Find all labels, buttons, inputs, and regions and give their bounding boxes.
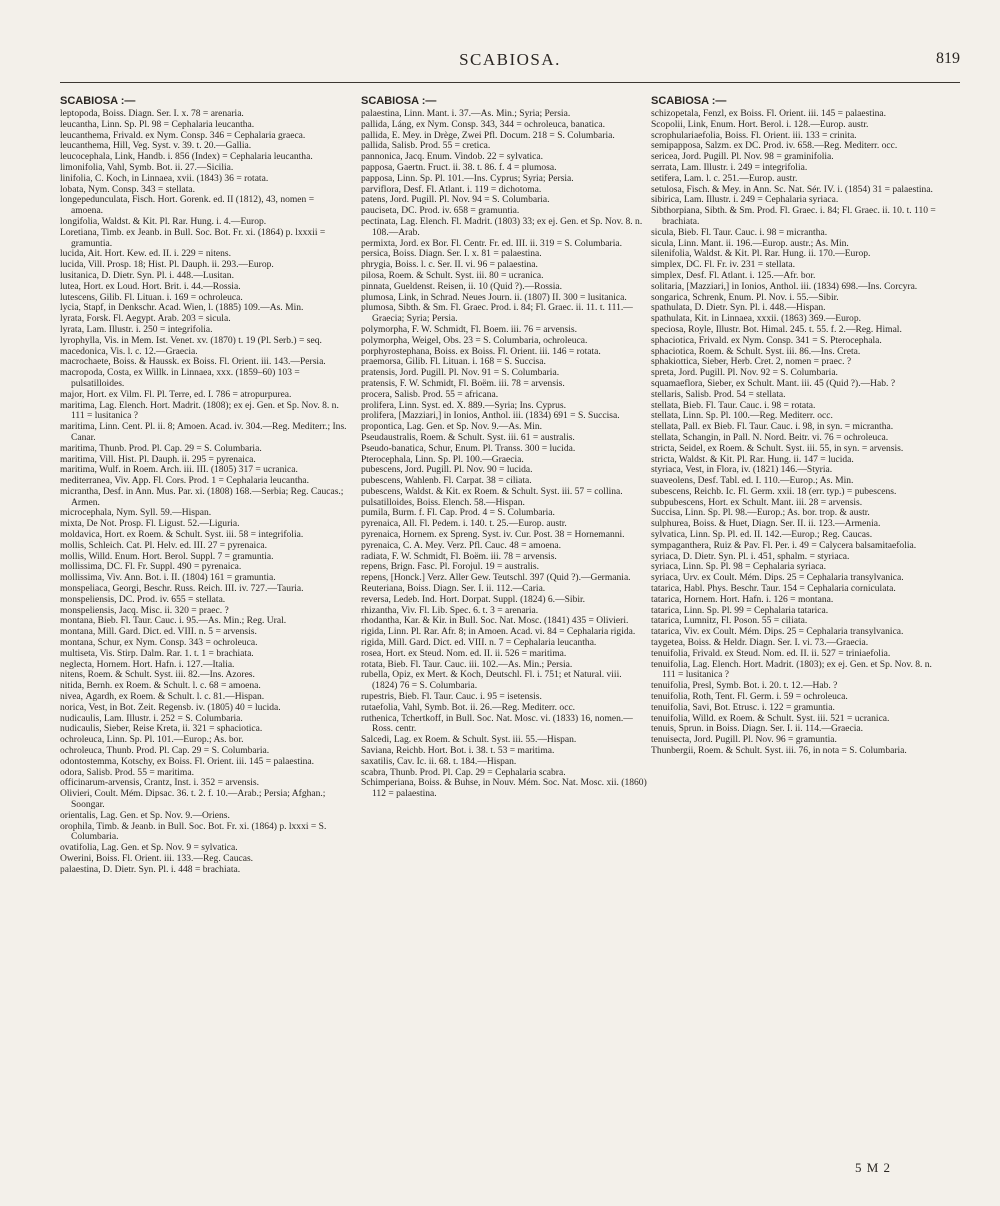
index-entry: maritima, Vill. Hist. Pl. Dauph. ii. 295 = pyrenaica. (60, 453, 256, 465)
index-entry: longifolia, Waldst. & Kit. Pl. Rar. Hung. i. 4.—Europ. (60, 215, 267, 227)
index-entry: songarica, Schrenk, Enum. Pl. Nov. i. 55.—Sibir. (651, 291, 839, 303)
index-entry: orientalis, Lag. Gen. et Sp. Nov. 9.—Oriens. (60, 809, 230, 821)
index-entry: pratensis, Jord. Pugill. Pl. Nov. 91 = S. Columbaria. (361, 367, 560, 379)
index-entry: mollis, Schleich. Cat. Pl. Helv. ed. III. 27 = pyrenaica. (60, 539, 268, 551)
index-entry: sympaganthera, Ruiz & Pav. Fl. Per. i. 49 = Calycera balsamitaefolia. (651, 539, 917, 551)
index-entry: tatarica, Linn. Sp. Pl. 99 = Cephalaria tatarica. (651, 604, 829, 616)
index-entry: nitida, Bernh. ex Roem. & Schult. l. c. 68 = amoena. (60, 680, 261, 692)
index-entry: sylvatica, Linn. Sp. Pl. ed. II. 142.—Europ.; Reg. Caucas. (651, 529, 873, 541)
index-entry: rhodantha, Kar. & Kir. in Bull. Soc. Nat. Mosc. (1841) 435 = Olivieri. (361, 615, 629, 627)
index-entry: lyrata, Forsk. Fl. Aegypt. Arab. 203 = sicula. (60, 313, 231, 325)
index-entry: officinarum-arvensis, Crantz, Inst. i. 352 = arvensis. (60, 777, 260, 789)
index-entry: micrantha, Desf. in Ann. Mus. Par. xi. (1808) 168.—Serbia; Reg. Caucas.; Armen. (60, 485, 344, 508)
index-entry: moldavica, Hort. ex Roem. & Schult. Syst. iii. 58 = integrifolia. (60, 529, 304, 541)
index-entry: mollis, Willd. Enum. Hort. Berol. Suppl. 7 = gramuntia. (60, 550, 274, 562)
index-entry: macrochaete, Boiss. & Haussk. ex Boiss. Fl. Orient. iii. 143.—Persia. (60, 356, 326, 368)
page-number: 819 (936, 50, 960, 67)
index-entry: plumosa, Sibth. & Sm. Fl. Graec. Prod. i. 84; Fl. Graec. ii. 11. t. 111.—Graecia; Syria; Persia. (361, 302, 633, 325)
index-entry: macedonica, Vis. l. c. 12.—Graecia. (60, 345, 198, 357)
index-entry: Pseudaustralis, Roem. & Schult. Syst. iii. 61 = australis. (361, 431, 575, 443)
index-entry: setifera, Lam. l. c. 251.—Europ. austr. (651, 172, 798, 184)
index-entry: lobata, Nym. Consp. 343 = stellata. (60, 183, 196, 195)
index-entry: rosea, Hort. ex Steud. Nom. ed. II. ii. 526 = maritima. (361, 647, 567, 659)
index-entry: syriaca, Urv. ex Coult. Mém. Dips. 25 = Cephalaria transylvanica. (651, 572, 904, 584)
index-entry: Pseudo-banatica, Schur, Enum. Pl. Transs. 300 = lucida. (361, 442, 576, 454)
index-entry: procera, Salisb. Prod. 55 = africana. (361, 388, 499, 400)
index-entry: neglecta, Hornem. Hort. Hafn. i. 127.—Italia. (60, 658, 235, 670)
index-entry: Schimperiana, Boiss. & Buhse, in Nouv. Mém. Soc. Nat. Mosc. xii. (1860) 112 = palaestina. (361, 777, 647, 800)
index-column-3 (651, 95, 939, 757)
index-entry: lucida, Vill. Prosp. 18; Hist. Pl. Dauph. ii. 293.—Europ. (60, 259, 274, 271)
index-entry: montana, Bieb. Fl. Taur. Cauc. i. 95.—As. Min.; Reg. Ural. (60, 615, 287, 627)
index-entry: orophila, Timb. & Jeanb. in Bull. Soc. Bot. Fr. xi. (1864) p. lxxxi = S. Columbaria. (60, 820, 327, 843)
index-entry: pauciseta, DC. Prod. iv. 658 = gramuntia. (361, 205, 520, 217)
index-entry: semipapposa, Salzm. ex DC. Prod. iv. 658.—Reg. Mediterr. occ. (651, 140, 898, 152)
index-entry: mixta, De Not. Prosp. Fl. Ligust. 52.—Liguria. (60, 518, 240, 530)
index-entry: mollissima, DC. Fl. Fr. Suppl. 490 = pyrenaica. (60, 561, 242, 573)
index-entry: pulsatilloides, Boiss. Elench. 58.—Hispan. (361, 496, 525, 508)
index-entry: pectinata, Lag. Elench. Fl. Madrit. (1803) 33; ex ej. Gen. et Sp. Nov. 8. n. 108.—Arab. (361, 215, 643, 238)
index-entry: stellata, Bieb. Fl. Taur. Cauc. i. 98 = rotata. (651, 399, 816, 411)
index-entry: rigida, Mill. Gard. Dict. ed. VIII. n. 7 = Cephalaria leucantha. (361, 637, 597, 649)
index-entry: phrygia, Boiss. l. c. Ser. II. vi. 96 = palaestina. (361, 259, 538, 271)
column-heading: SCABIOSA :— (361, 95, 437, 107)
index-entry: syriaca, D. Dietr. Syn. Pl. i. 451, sphalm. = styriaca. (651, 550, 850, 562)
index-entry: stricta, Waldst. & Kit. Pl. Rar. Hung. ii. 147 = lucida. (651, 453, 854, 465)
index-entry: simplex, Desf. Fl. Atlant. i. 125.—Afr. bor. (651, 269, 816, 281)
column-heading: SCABIOSA :— (60, 95, 136, 107)
index-entry: Reuteriana, Boiss. Diagn. Ser. I. ii. 112.—Caria. (361, 583, 546, 595)
index-entry: persica, Boiss. Diagn. Ser. I. x. 81 = palaestina. (361, 248, 542, 260)
index-entry: spreta, Jord. Pugill. Pl. Nov. 92 = S. Columbaria. (651, 367, 838, 379)
index-entry: syriaca, Linn. Sp. Pl. 98 = Cephalaria syriaca. (651, 561, 827, 573)
index-entry: lycia, Stapf, in Denkschr. Acad. Wien, l. (1885) 109.—As. Min. (60, 302, 304, 314)
index-entry: sphaciotica, Frivald. ex Nym. Consp. 341 = S. Pterocephala. (651, 334, 882, 346)
index-entry: spathulata, D. Dietr. Syn. Pl. i. 448.—Hispan. (651, 302, 826, 314)
index-entry: major, Hort. ex Vilm. Fl. Pl. Terre, ed. I. 786 = atropurpurea. (60, 388, 292, 400)
index-entry: taygetea, Boiss. & Heldr. Diagn. Ser. I. vi. 73.—Graecia. (651, 637, 869, 649)
index-entry: styriaca, Vest, in Flora, iv. (1821) 146.—Styria. (651, 464, 833, 476)
index-entry: palaestina, Linn. Mant. i. 37.—As. Min.; Syria; Persia. (361, 108, 571, 119)
index-entry: Sibthorpiana, Sibth. & Sm. Prod. Fl. Graec. i. 84; Fl. Graec. ii. 10. t. 110 = brachiata. (651, 205, 936, 227)
index-entry: lyrata, Lam. Illustr. i. 250 = integrifolia. (60, 323, 213, 335)
index-entry: montana, Mill. Gard. Dict. ed. VIII. n. 5 = arvensis. (60, 626, 257, 638)
index-entry: leucanthema, Hill, Veg. Syst. v. 39. t. 20.—Gallia. (60, 140, 252, 152)
index-entry: pallida, Salisb. Prod. 55 = cretica. (361, 140, 491, 152)
index-entry: tenuifolia, Roth, Tent. Fl. Germ. i. 59 = ochroleuca. (651, 691, 848, 703)
index-entry: niveа, Agardh, ex Roem. & Schult. l. c. 81.—Hispan. (60, 691, 265, 703)
index-entry: montana, Schur, ex Nym. Consp. 343 = ochroleuca. (60, 637, 258, 649)
index-entry: mollissima, Viv. Ann. Bot. i. II. (1804) 161 = gramuntia. (60, 572, 276, 584)
index-entry: sibirica, Lam. Illustr. i. 249 = Cephalaria syriaca. (651, 194, 839, 206)
index-entry: mediterranea, Viv. App. Fl. Cors. Prod. 1 = Cephalaria leucantha. (60, 475, 309, 487)
index-entry: nitens, Roem. & Schult. Syst. iii. 82.—Ins. Azores. (60, 669, 255, 681)
index-entry: maritima, Lag. Elench. Hort. Madrit. (1808); ex ej. Gen. et Sp. Nov. 8. n. 111 = lusitanica ? (60, 399, 339, 422)
index-entry: radiata, F. W. Schmidt, Fl. Boëm. iii. 78 = arvensis. (361, 550, 557, 562)
index-entry: saxatilis, Cav. Ic. ii. 68. t. 184.—Hispan. (361, 755, 517, 767)
index-entry: lucida, Ait. Hort. Kew. ed. II. i. 229 = nitens. (60, 248, 232, 260)
index-entry: tatarica, Viv. ex Coult. Mém. Dips. 25 = Cephalaria transylvanica. (651, 626, 904, 638)
index-entry: tenuisecta, Jord. Pugill. Pl. Nov. 96 = gramuntia. (651, 734, 837, 746)
index-entry: repens, [Honck.] Verz. Aller Gew. Teutschl. 397 (Quid ?).—Germania. (361, 572, 631, 584)
index-entry: pyrenaica, C. A. Mey. Verz. Pfl. Cauc. 48 = amoena. (361, 539, 561, 551)
index-entry: leucocephala, Link, Handb. i. 856 (Index) = Cephalaria leucantha. (60, 151, 313, 163)
index-entry: odontostemma, Kotschy, ex Boiss. Fl. Orient. iii. 145 = palaestina. (60, 755, 315, 767)
index-entry: papposa, Gaertn. Fruct. ii. 38. t. 86. f. 4 = plumosa. (361, 161, 557, 173)
index-entry: pannonica, Jacq. Enum. Vindob. 22 = sylvatica. (361, 151, 544, 163)
page-title: SCABIOSA. (459, 50, 561, 69)
index-entry: pallida, Láng, ex Nym. Consp. 343, 344 = ochroleuca, banatica. (361, 118, 605, 130)
index-entry: stricta, Seidel, ex Roem. & Schult. Syst. iii. 55, in syn. = arvensis. (651, 442, 904, 454)
index-entry: patens, Jord. Pugill. Pl. Nov. 94 = S. Columbaria. (361, 194, 550, 206)
index-entry: sicula, Bieb. Fl. Taur. Cauc. i. 98 = micrantha. (651, 226, 828, 238)
index-entry: odora, Salisb. Prod. 55 = maritima. (60, 766, 194, 778)
index-column-1 (60, 95, 348, 876)
index-entry: subescens, Reichb. Ic. Fl. Germ. xxii. 18 (err. typ.) = pubescens. (651, 485, 897, 497)
index-entry: lyrophylla, Vis. in Mem. Ist. Venet. xv. (1870) t. 19 (Pl. Serb.) = seq. (60, 334, 322, 346)
index-entry: macropoda, Costa, ex Willk. in Linnaea, xxx. (1859–60) 103 = pulsatilloides. (60, 367, 300, 389)
index-entry: polymorpha, F. W. Schmidt, Fl. Boem. iii. 76 = arvensis. (361, 323, 577, 335)
index-entry: ovatifolia, Lag. Gen. et Sp. Nov. 9 = sylvatica. (60, 842, 238, 854)
index-entry: pubescens, Jord. Pugill. Pl. Nov. 90 = lucida. (361, 464, 533, 476)
index-entry: propontica, Lag. Gen. et Sp. Nov. 9.—As. Min. (361, 421, 543, 433)
index-entry: solitaria, [Mazziari,] in Ionios, Anthol. iii. (1834) 698.—Ins. Corcyra. (651, 280, 918, 292)
index-entry: Loretiana, Timb. ex Jeanb. in Bull. Soc. Bot. Fr. xi. (1864) p. lxxxii = gramuntia. (60, 226, 326, 249)
index-entry: pilosa, Roem. & Schult. Syst. iii. 80 = ucranica. (361, 269, 544, 281)
index-entry: tenuifolia, Frivald. ex Steud. Nom. ed. II. ii. 527 = triniaefolia. (651, 647, 891, 659)
index-entry: tatarica, Hornem. Hort. Hafn. i. 126 = montana. (651, 593, 834, 605)
index-entry: ruthenica, Tchertkoff, in Bull. Soc. Nat. Mosc. vi. (1833) 16, nomen.—Ross. centr. (361, 712, 633, 735)
index-entry: monspeliensis, Jacq. Misc. ii. 320 = praec. ? (60, 604, 229, 616)
index-entry: squamaeflora, Sieber, ex Schult. Mant. iii. 45 (Quid ?).—Hab. ? (651, 377, 896, 389)
index-entry: simplex, DC. Fl. Fr. iv. 231 = stellata. (651, 259, 795, 271)
index-entry: ochroleuca, Thunb. Prod. Pl. Cap. 29 = S. Columbaria. (60, 745, 270, 757)
index-entry: rupestris, Bieb. Fl. Taur. Cauc. i. 95 = isetensis. (361, 691, 542, 703)
index-entry: rotata, Bieb. Fl. Taur. Cauc. iii. 102.—As. Min.; Persia. (361, 658, 573, 670)
index-entry: ochroleuca, Linn. Sp. Pl. 101.—Europ.; As. bor. (60, 734, 244, 746)
index-entry: Thunbergii, Roem. & Schult. Syst. iii. 76, in nota = S. Columbaria. (651, 745, 907, 757)
index-entry: tenuifolia, Savi, Bot. Etrusc. i. 122 = gramuntia. (651, 701, 835, 713)
index-entry: reversa, Ledeb. Ind. Hort. Dorpat. Suppl. (1824) 6.—Sibir. (361, 593, 586, 605)
index-entry: microcephala, Nym. Syll. 59.—Hispan. (60, 507, 212, 519)
index-entry: maritima, Linn. Cent. Pl. ii. 8; Amoen. Acad. iv. 304.—Reg. Mediterr.; Ins. Canar. (60, 421, 347, 443)
index-entry: tenuifolia, Willd. ex Roem. & Schult. Syst. iii. 521 = ucranica. (651, 712, 890, 724)
index-entry: praemorsa, Gilib. Fl. Lituan. i. 168 = S. Succisa. (361, 356, 546, 368)
index-entry: spathulata, Kit. in Linnaea, xxxii. (1863) 369.—Europ. (651, 313, 861, 325)
index-entry: Succisa, Linn. Sp. Pl. 98.—Europ.; As. bor. trop. & austr. (651, 507, 870, 519)
index-entry: pyrenaica, Hornem. ex Spreng. Syst. iv. Cur. Post. 38 = Hornemanni. (361, 529, 625, 541)
index-entry: rutaefolia, Vahl, Symb. Bot. ii. 26.—Reg. Mediterr. occ. (361, 701, 576, 713)
index-entry: multiseta, Vis. Stirp. Dalm. Rar. 1. t. 1 = brachiata. (60, 647, 254, 659)
entry-list (651, 109, 939, 757)
index-entry: polymorpha, Weigel, Obs. 23 = S. Columbaria, ochroleuca. (361, 334, 588, 346)
column-heading: SCABIOSA :— (651, 95, 727, 107)
index-entry: stellata, Pall. ex Bieb. Fl. Taur. Cauc. i. 98, in syn. = micrantha. (651, 421, 894, 433)
index-entry: pumila, Burm. f. Fl. Cap. Prod. 4 = S. Columbaria. (361, 507, 555, 519)
index-column-2 (361, 95, 649, 800)
index-entry: subpubescens, Hort. ex Schult. Mant. iii. 28 = arvensis. (651, 496, 863, 508)
index-entry: Saviana, Reichb. Hort. Bot. i. 38. t. 53 = maritima. (361, 745, 555, 757)
index-entry: repens, Brign. Fasc. Pl. Forojul. 19 = australis. (361, 561, 540, 573)
index-entry: tenuifolia, Presl, Symb. Bot. i. 20. t. 12.—Hab. ? (651, 680, 838, 692)
index-entry: longepedunculata, Fisch. Hort. Gorenk. ed. II (1812), 43, nomen = amoena. (60, 194, 315, 217)
index-entry: speciosa, Royle, Illustr. Bot. Himal. 245. t. 55. f. 2.—Reg. Himal. (651, 323, 902, 335)
index-entry: leptopoda, Boiss. Diagn. Ser. I. x. 78 = arenaria. (60, 108, 244, 119)
index-entry: pyrenaica, All. Fl. Pedem. i. 140. t. 25.—Europ. austr. (361, 518, 567, 530)
index-entry: rhizantha, Viv. Fl. Lib. Spec. 6. t. 3 = arenaria. (361, 604, 539, 616)
index-entry: lutescens, Gilib. Fl. Lituan. i. 169 = ochroleuca. (60, 291, 243, 303)
index-entry: porphyrostephana, Boiss. ex Boiss. Fl. Orient. iii. 146 = rotata. (361, 345, 601, 357)
index-entry: leucantha, Linn. Sp. Pl. 98 = Cephalaria leucantha. (60, 118, 255, 130)
index-entry: sulphurea, Boiss. & Huet, Diagn. Ser. II. ii. 123.—Armenia. (651, 518, 881, 530)
header-rule (60, 82, 960, 83)
index-entry: pallida, E. Mey. in Drège, Zwei Pfl. Docum. 218 = S. Columbaria. (361, 129, 615, 141)
index-entry: Olivieri, Coult. Mém. Dipsac. 36. t. 2. f. 10.—Arab.; Persia; Afghan.; Soongar. (60, 788, 326, 810)
index-entry: rigida, Linn. Pl. Rar. Afr. 8; in Amoen. Acad. vi. 84 = Cephalaria rigida. (361, 626, 636, 638)
index-entry: lusitanica, D. Dietr. Syn. Pl. i. 448.—Lusitan. (60, 269, 234, 281)
index-entry: pubescens, Waldst. & Kit. ex Roem. & Schult. Syst. iii. 57 = collina. (361, 485, 623, 497)
index-entry: tenuifolia, Lag. Elench. Hort. Madrit. (1803); ex ej. Gen. et Sp. Nov. 8. n. 111 = lusitanica ? (651, 658, 932, 681)
index-entry: lutea, Hort. ex Loud. Hort. Brit. i. 44.—Rossia. (60, 280, 241, 292)
index-entry: tenuis, Sprun. in Boiss. Diagn. Ser. I. ii. 114.—Graecia. (651, 723, 864, 735)
index-entry: stellata, Schangin, in Pall. N. Nord. Beitr. vi. 76 = ochroleuca. (651, 431, 889, 443)
index-entry: monspeliensis, DC. Prod. iv. 655 = stellata. (60, 593, 226, 605)
index-entry: stellaris, Salisb. Prod. 54 = stellata. (651, 388, 786, 400)
index-entry: schizopetala, Fenzl, ex Boiss. Fl. Orient. iii. 145 = palaestina. (651, 108, 886, 119)
index-entry: Pterocephala, Linn. Sp. Pl. 100.—Graecia. (361, 453, 524, 465)
index-entry: palaestina, D. Dietr. Syn. Pl. i. 448 = brachiata. (60, 863, 241, 875)
index-entry: Scopolii, Link, Enum. Hort. Berol. i. 128.—Europ. austr. (651, 118, 869, 130)
index-entry: monspeliaca, Georgi, Beschr. Russ. Reich. III. iv. 727.—Tauria. (60, 583, 304, 595)
index-entry: limonifolia, Vahl, Symb. Bot. ii. 27.—Sicilia. (60, 161, 234, 173)
index-entry: permixta, Jord. ex Bor. Fl. Centr. Fr. ed. III. ii. 319 = S. Columbaria. (361, 237, 623, 249)
index-entry: scabra, Thunb. Prod. Pl. Cap. 29 = Cephalaria scabra. (361, 766, 566, 778)
entry-list (60, 109, 348, 876)
index-entry: maritima, Thunb. Prod. Pl. Cap. 29 = S. Columbaria. (60, 442, 262, 454)
index-entry: scrophulariaefolia, Boiss. Fl. Orient. iii. 133 = crinita. (651, 129, 857, 141)
index-entry: linifolia, C. Koch, in Linnaea, xvii. (1843) 36 = rotata. (60, 172, 269, 184)
index-entry: pubescens, Wahlenb. Fl. Carpat. 38 = ciliata. (361, 475, 532, 487)
index-entry: plumosa, Link, in Schrad. Neues Journ. ii. (1807) II. 300 = lusitanica. (361, 291, 627, 303)
index-entry: sericea, Jord. Pugill. Pl. Nov. 98 = graminifolia. (651, 151, 834, 163)
index-entry: setulosa, Fisch. & Mey. in Ann. Sc. Nat. Sér. IV. i. (1854) 31 = palaestina. (651, 183, 933, 195)
index-entry: stellata, Linn. Sp. Pl. 100.—Reg. Mediterr. occ. (651, 410, 833, 422)
index-entry: sicula, Linn. Mant. ii. 196.—Europ. austr.; As. Min. (651, 237, 849, 249)
index-entry: tatarica, Lumnitz, Fl. Poson. 55 = ciliata. (651, 615, 808, 627)
index-entry: Salcedi, Lag. ex Roem. & Schult. Syst. iii. 55.—Hispan. (361, 734, 577, 746)
index-entry: prolifera, Linn. Syst. ed. X. 889.—Syria; Ins. Cyprus. (361, 399, 566, 411)
index-entry: leucanthema, Frivald. ex Nym. Consp. 346 = Cephalaria graeca. (60, 129, 306, 141)
index-entry: maritima, Wulf. in Roem. Arch. iii. III. (1805) 317 = ucranica. (60, 464, 298, 476)
index-entry: Owerini, Boiss. Fl. Orient. iii. 133.—Reg. Caucas. (60, 852, 254, 864)
index-entry: parviflora, Desf. Fl. Atlant. i. 119 = dichotoma. (361, 183, 542, 195)
running-head (60, 50, 960, 76)
index-entry: rubella, Opiz, ex Mert. & Koch, Deutschl. Fl. i. 751; et Natural. viii. (1824) 76 = S. Columbaria. (361, 669, 622, 692)
index-entry: pinnata, Gueldenst. Reisen, ii. 10 (Quid ?).—Rossia. (361, 280, 562, 292)
index-entry: suaveolens, Desf. Tabl. ed. I. 110.—Europ.; As. Min. (651, 475, 854, 487)
index-entry: silenifolia, Waldst. & Kit. Pl. Rar. Hung. ii. 170.—Europ. (651, 248, 871, 260)
signature-mark: 5 M 2 (855, 1160, 892, 1175)
index-entry: prolifera, [Mazziari,] in Ionios, Anthol. iii. (1834) 691 = S. Succisa. (361, 410, 620, 422)
index-entry: papposa, Linn. Sp. Pl. 101.—Ins. Cyprus; Syria; Persia. (361, 172, 574, 184)
index-entry: norica, Vest, in Bot. Zeit. Regensb. iv. (1805) 40 = lucida. (60, 701, 281, 713)
index-entry: tatarica, Habl. Phys. Beschr. Taur. 154 = Cephalaria corniculata. (651, 583, 896, 595)
index-entry: nudicaulis, Sieber, Reise Kreta, ii. 321 = sphaciotica. (60, 723, 263, 735)
index-entry: sphaciotica, Roem. & Schult. Syst. iii. 86.—Ins. Creta. (651, 345, 861, 357)
index-entry: serrata, Lam. Illustr. i. 249 = integrifolia. (651, 161, 808, 173)
entry-list (361, 109, 649, 800)
index-entry: nudicaulis, Lam. Illustr. i. 252 = S. Columbaria. (60, 712, 243, 724)
index-entry: pratensis, F. W. Schmidt, Fl. Boëm. iii. 78 = arvensis. (361, 377, 565, 389)
index-entry: sphakiottica, Sieber, Herb. Cret. 2, nomen = praec. ? (651, 356, 852, 368)
